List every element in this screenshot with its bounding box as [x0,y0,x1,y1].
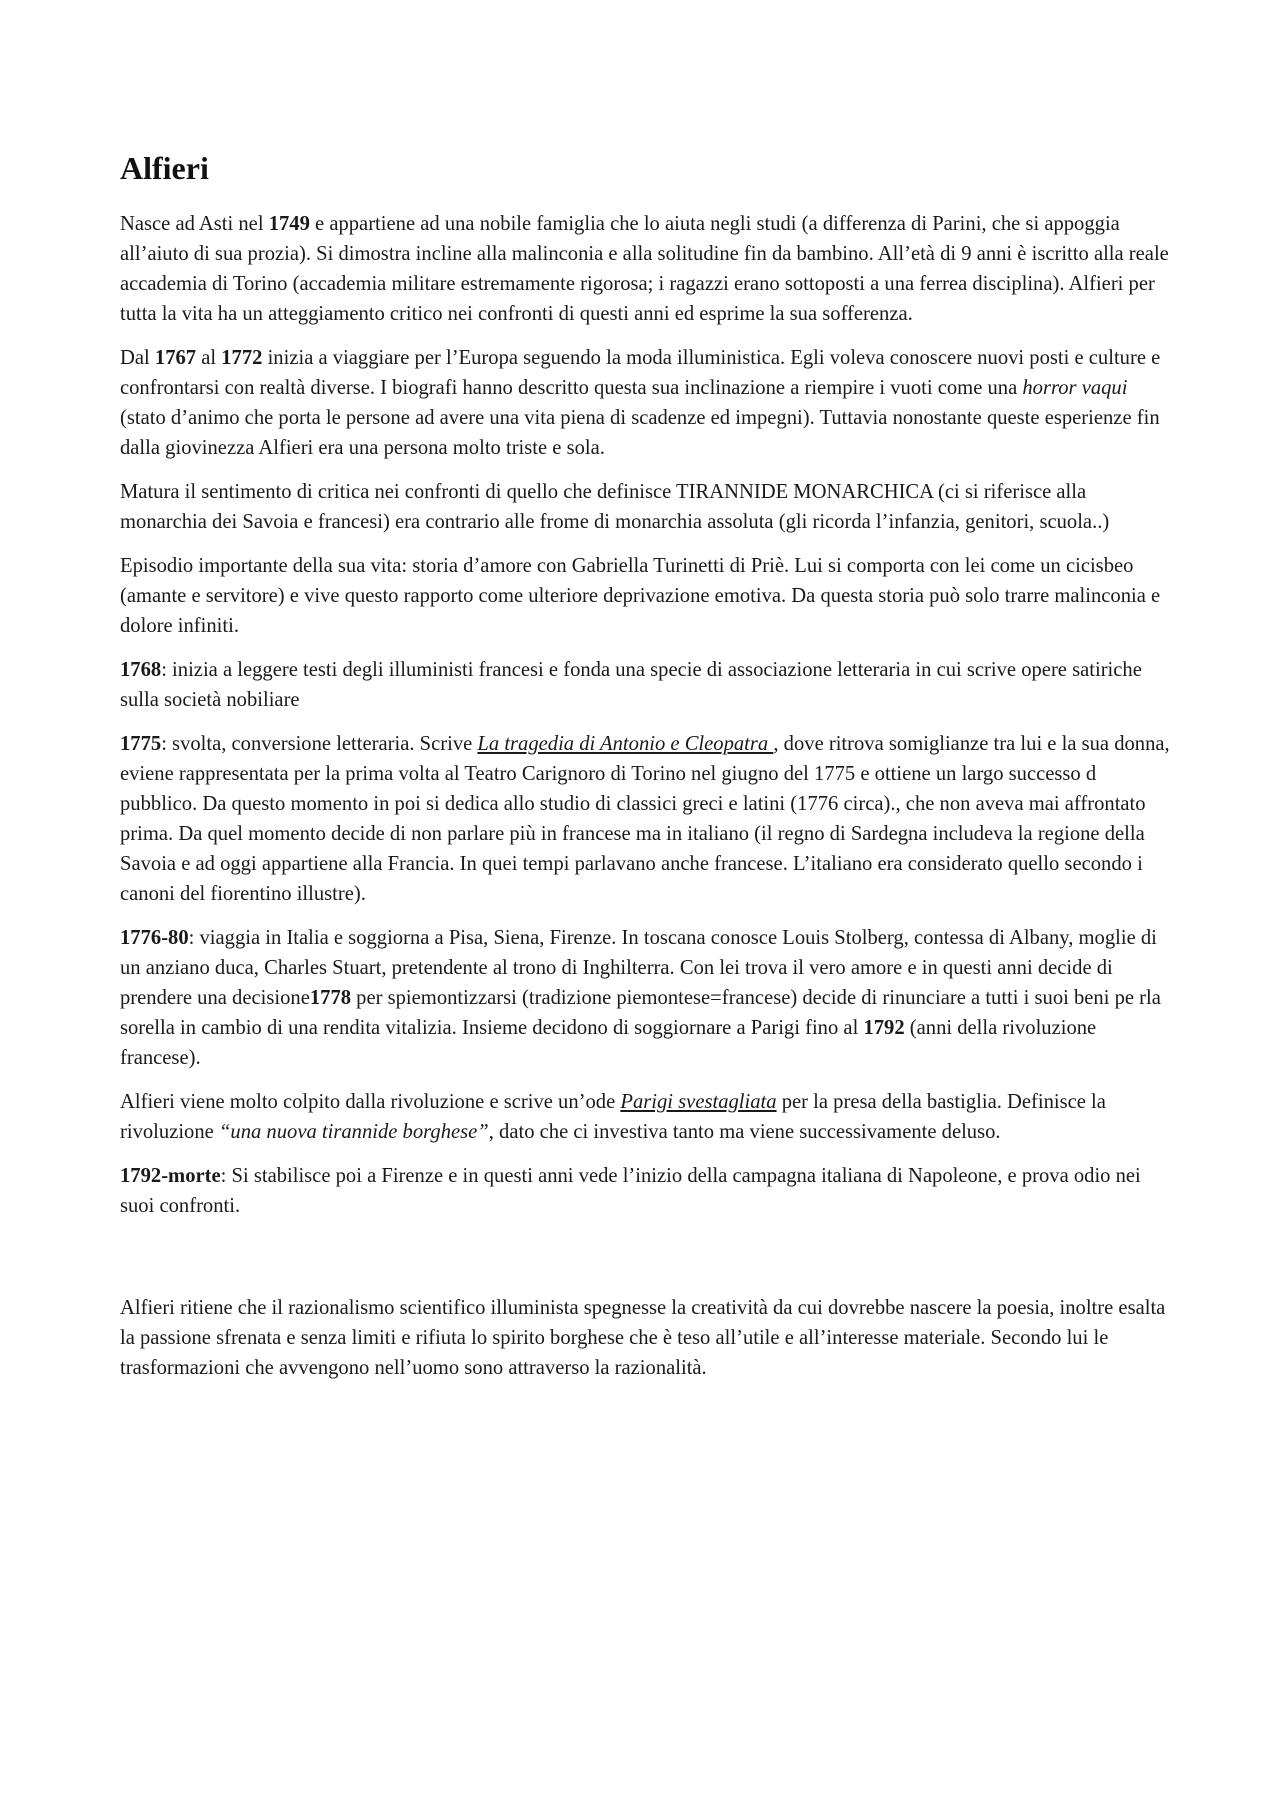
paragraph-p8 [120,1087,1170,1147]
text-run: per la presa della bastiglia. Definisce la rivoluzione [120,1090,1106,1143]
text-run: Nasce ad Asti nel [120,212,269,235]
paragraph-p5 [120,655,1170,715]
text-run: inizia a viaggiare per l’Europa seguendo la moda illuministica. Egli voleva conoscere nuovi posti e culture e confrontarsi con realtà diverse. I biografi hanno descritto questa sua inclinazione a riempire i vuoti come una [120,346,1161,399]
paragraph-p7 [120,923,1170,1073]
text-run: : Si stabilisce poi a Firenze e in questi anni vede l’inizio della campagna italiana di Napoleone, e prova odio nei suoi confronti. [120,1164,1141,1217]
paragraph-list [120,209,1170,1383]
work-title: Parigi svestagliata [620,1090,777,1113]
bold-text: 1775 [120,732,162,755]
text-run: : inizia a leggere testi degli illuministi francesi e fonda una specie di associazione letteraria in cui scrive opere satiriche sulla società nobiliare [120,658,1142,711]
italic-text: horror vaqui [1022,376,1128,399]
paragraph-p1 [120,209,1170,329]
text-run: , dato che ci investiva tanto ma viene successivamente deluso. [488,1120,1001,1143]
document-body [120,150,1170,1397]
text-run: : viaggia in Italia e soggiorna a Pisa, Siena, Firenze. In toscana conosce Louis Stolberg, contessa di Albany, moglie di un anziano duca, Charles Stuart, pretendente al trono di Inghilterra. Con lei trova il vero amore e in questi anni decide di prendere una decisione [120,926,1157,1009]
text-run: Dal [120,346,155,369]
text-run: e appartiene ad una nobile famiglia che lo aiuta negli studi (a differenza di Parini, che si appoggia all’aiuto di sua prozia). Si dimostra incline alla malinconia e alla solitudine fin da bambino. All’età di 9 anni è iscritto alla reale accademia di Torino (accademia militare estremamente rigorosa; i ragazzi erano sottoposti a una ferrea disciplina). Alfieri per tutta la vita ha un atteggiamento critico nei confronti di questi anni ed esprime la sua sofferenza. [120,212,1169,325]
work-title: La tragedia di Antonio e Cleopatra [477,732,774,755]
bold-text: 1776-80 [120,926,189,949]
bold-text: 1772 [221,346,263,369]
bold-text: 1767 [154,346,197,369]
text-run: (anni della rivoluzione francese). [120,1016,1097,1069]
text-run: al [196,346,222,369]
bold-text: 1792 [863,1016,905,1039]
paragraph-p10 [120,1293,1170,1383]
text-run: per spiemontizzarsi (tradizione piemontese=francese) decide di rinunciare a tutti i suoi beni pe rla sorella in cambio di una rendita vitalizia. Insieme decidono di soggiornare a Parigi fino al [120,986,1161,1039]
text-run: : svolta, conversione letteraria. Scrive [161,732,478,755]
paragraph-p3 [120,477,1170,537]
bold-text: 1778 [309,986,352,1009]
text-run: , dove ritrova somiglianze tra lui e la sua donna, eviene rappresentata per la prima volta al Teatro Carignoro di Torino nel giugno del 1775 e ottiene un largo successo d pubblico. Da questo momento in poi si dedica allo studio di classici greci e latini (1776 circa)., che non aveva mai affrontato prima. Da quel momento decide di non parlare più in francese ma in italiano (il regno di Sardegna includeva la regione della Savoia e ad oggi appartiene alla Francia. In quei tempi parlavano anche francese. L’italiano era considerato quello secondo i canoni del fiorentino illustre). [120,732,1170,905]
text-run: Alfieri ritiene che il razionalismo scientifico illuminista spegnesse la creatività da cui dovrebbe nascere la poesia, inoltre esalta la passione sfrenata e senza limiti e rifiuta lo spirito borghese che è teso all’utile e all’interesse materiale. Secondo lui le trasformazioni che avvengono nell’uomo sono attraverso la razionalità. [120,1296,1166,1379]
paragraph-p4 [120,551,1170,641]
text-run: (stato d’animo che porta le persone ad avere una vita piena di scadenze ed impegni). Tuttavia nonostante queste esperienze fin dalla giovinezza Alfieri era una persona molto triste e sola. [120,406,1160,459]
paragraph-p6 [120,729,1170,909]
text-run: Alfieri viene molto colpito dalla rivoluzione e scrive un’ode [120,1090,621,1113]
italic-text: “una nuova tirannide borghese” [218,1120,489,1143]
page-title: Alfieri [120,150,209,186]
bold-text: 1749 [268,212,310,235]
bold-text: 1768 [120,658,162,681]
paragraph-p9 [120,1161,1170,1221]
paragraph-p2 [120,343,1170,463]
text-run: Episodio importante della sua vita: storia d’amore con Gabriella Turinetti di Priè. Lui si comporta con lei come un cicisbeo (amante e servitore) e vive questo rapporto come ulteriore deprivazione emotiva. Da questa storia può solo trarre malinconia e dolore infiniti. [120,554,1161,637]
bold-text: 1792-morte [120,1164,221,1187]
text-run: Matura il sentimento di critica nei confronti di quello che definisce TIRANNIDE MONARCHICA (ci si riferisce alla monarchia dei Savoia e francesi) era contrario alle frome di monarchia assoluta (gli ricorda l’infanzia, genitori, scuola..) [120,480,1110,533]
